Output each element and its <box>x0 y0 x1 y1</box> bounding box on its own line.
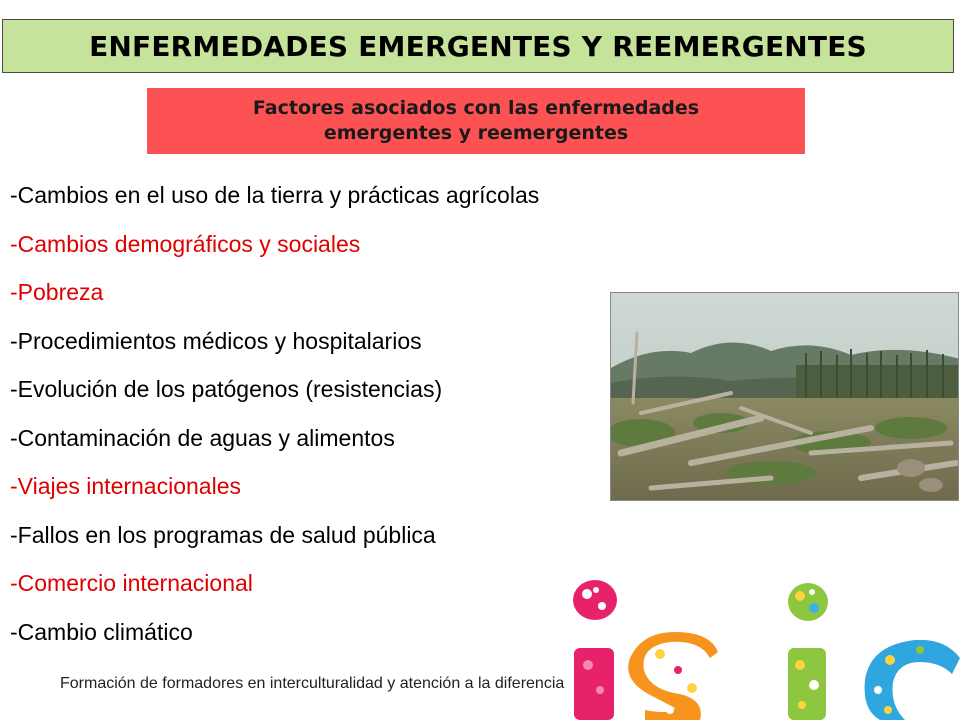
list-item: -Fallos en los programas de salud pública <box>10 521 436 548</box>
subtitle-banner <box>147 88 805 154</box>
list-item: -Contaminación de aguas y alimentos <box>10 424 395 451</box>
title-banner <box>2 19 954 73</box>
subtitle-line-2: emergentes y reemergentes <box>323 122 629 144</box>
subtitle-line-1: Factores asociados con las enfermedades <box>252 97 700 119</box>
footer-text: Formación de formadores en interculturalidad y atención a la diferencia <box>60 675 565 692</box>
page-title: ENFERMEDADES EMERGENTES Y REEMERGENTES <box>89 29 867 63</box>
list-item: -Pobreza <box>10 279 104 305</box>
list-item: -Cambio climático <box>10 618 193 645</box>
factors-list <box>10 178 539 663</box>
list-item: -Viajes internacionales <box>10 473 241 499</box>
list-item: -Comercio internacional <box>10 570 253 596</box>
list-item: -Procedimientos médicos y hospitalarios <box>10 327 422 354</box>
list-item: -Evolución de los patógenos (resistencias) <box>10 376 443 402</box>
deforestation-photo <box>610 292 959 501</box>
list-item: -Cambios en el uso de la tierra y prácticas agrícolas <box>10 182 540 208</box>
logo <box>560 570 960 720</box>
list-item: -Cambios demográficos y sociales <box>10 230 361 257</box>
